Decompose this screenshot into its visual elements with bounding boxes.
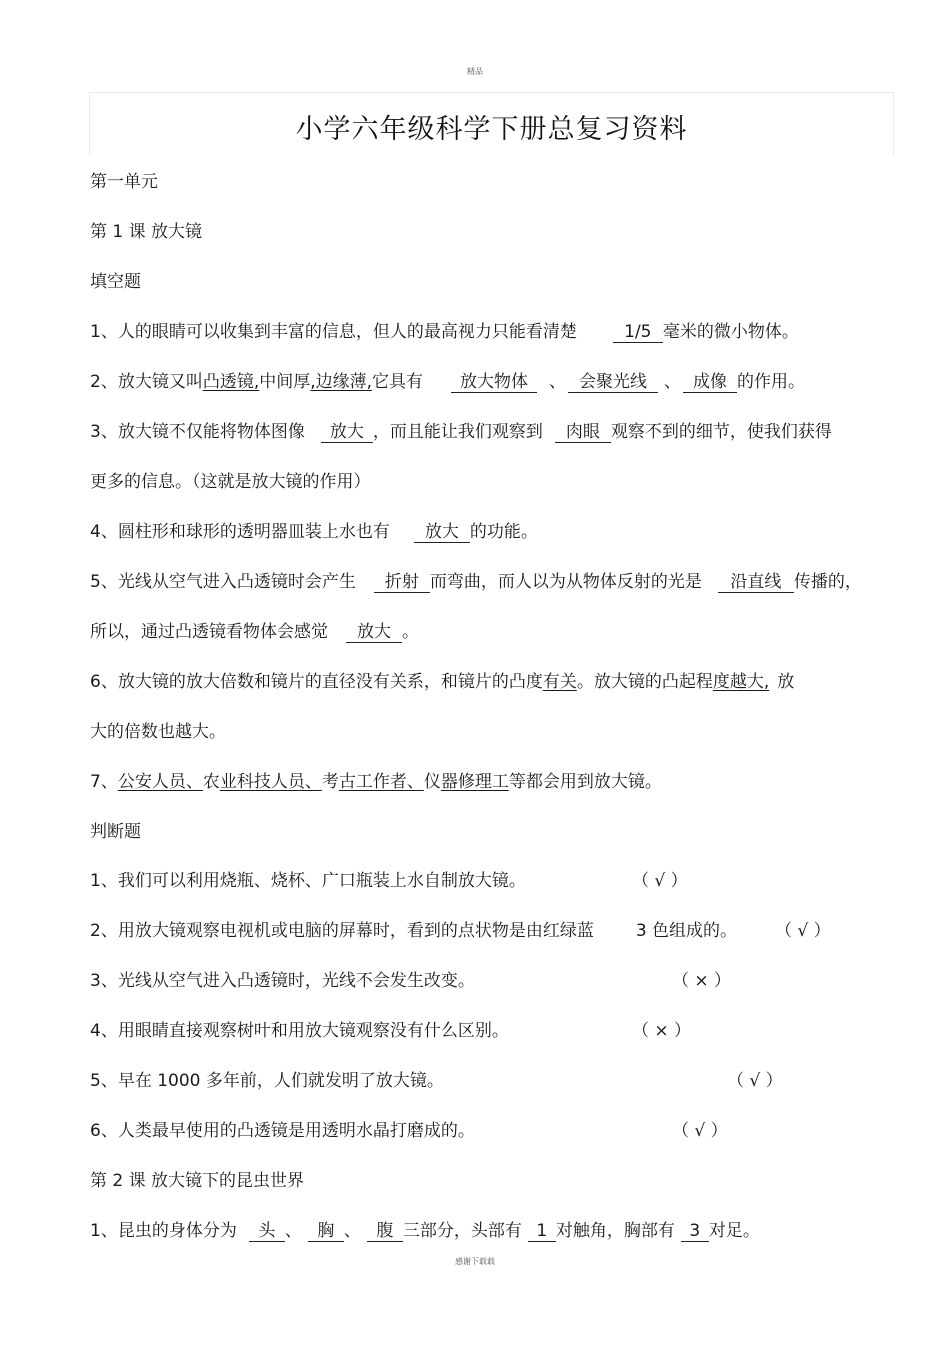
judge-question-3: 3、光线从空气进入凸透镜时，光线不会发生改变。 [90, 971, 475, 991]
text: 、 [664, 372, 682, 392]
underlined-text: 有关 [542, 672, 577, 692]
fill-question-4 [90, 521, 538, 543]
text: 1、昆虫的身体分为 [90, 1221, 237, 1241]
text: 仪 [423, 772, 441, 792]
text: 的作用。 [737, 372, 806, 392]
text: 它具有 [372, 372, 424, 392]
fill-question-5-cont [90, 621, 419, 643]
judge-answer: （ × ） [672, 971, 732, 991]
text: 6、放大镜的放大倍数和镜片的直径没有关系，和镜片的凸度 [90, 672, 543, 692]
answer-blank: 放大 [346, 622, 402, 643]
text: 考 [321, 772, 339, 792]
text: ，而且能让我们观察到 [372, 422, 543, 442]
text: 5、光线从空气进入凸透镜时会产生 [90, 572, 356, 592]
text: 对触角，胸部有 [555, 1221, 675, 1241]
text: 放 [777, 672, 795, 692]
page-footer: 感谢下载载 [455, 1257, 495, 1266]
text: 的功能。 [469, 522, 538, 542]
fill-question-3-cont: 更多的信息。（这就是放大镜的作用） [90, 472, 371, 492]
answer-blank: 腹 [367, 1221, 403, 1242]
judge-answer: （ × ） [632, 1021, 692, 1041]
text: 3、放大镜不仅能将物体图像 [90, 422, 305, 442]
text: 对足。 [708, 1221, 760, 1241]
text: 而弯曲，而人以为从物体反射的光是 [429, 572, 702, 592]
answer-blank: 胸 [308, 1221, 344, 1242]
section-heading-fill: 填空题 [90, 272, 141, 292]
underlined-text: 公安人员、 [117, 772, 203, 792]
answer-blank: 成像 [683, 372, 737, 393]
judge-question-6: 6、人类最早使用的凸透镜是用透明水晶打磨成的。 [90, 1121, 475, 1141]
text: 1、人的眼睛可以收集到丰富的信息，但人的最高视力只能看清楚 [90, 322, 577, 342]
answer-blank: 放大 [321, 422, 373, 443]
underlined-text: , [366, 372, 373, 392]
section-heading-judge: 判断题 [90, 822, 141, 842]
underlined-text: ,边缘薄 [310, 372, 367, 392]
judge-answer: （ √ ） [672, 1121, 728, 1141]
answer-blank: 放大物体 [451, 372, 537, 393]
underlined-text: 凸透镜, [202, 372, 260, 392]
judge-question-4: 4、用眼睛直接观察树叶和用放大镜观察没有什么区别。 [90, 1021, 509, 1041]
text: 观察不到的细节，使我们获得 [610, 422, 832, 442]
judge-answer: （ √ ） [727, 1071, 783, 1091]
answer-blank: 肉眼 [555, 422, 611, 443]
text: 3 色组成的。 [635, 921, 738, 941]
page-header: 精品 [467, 67, 483, 76]
answer-blank: 1 [528, 1221, 556, 1242]
text: 2、用放大镜观察电视机或电脑的屏幕时，看到的点状物是由红绿蓝 [90, 921, 594, 941]
answer-blank: 放大 [414, 522, 470, 543]
underlined-text: 度越大, [712, 672, 770, 692]
lesson2-question-1 [90, 1220, 760, 1242]
underlined-text: 业科技人员、 [219, 772, 322, 792]
lesson-heading: 第 2 课 放大镜下的昆虫世界 [90, 1171, 305, 1191]
answer-blank: 会聚光线 [568, 372, 658, 393]
text: 农 [202, 772, 220, 792]
text: 中间厚 [259, 372, 311, 392]
answer-blank: 头 [249, 1221, 285, 1242]
text: 7、 [90, 772, 118, 792]
title-box [89, 92, 894, 155]
underlined-text: 器修理工 [440, 772, 509, 792]
text: 2、放大镜又叫 [90, 372, 203, 392]
answer-blank: 1/5 [613, 322, 663, 343]
fill-question-1 [90, 321, 799, 343]
text: 所以，通过凸透镜看物体会感觉 [90, 622, 328, 642]
underlined-text: 古工作者、 [338, 772, 424, 792]
text: 、 [549, 372, 567, 392]
text: 4、圆柱形和球形的透明器皿装上水也有 [90, 522, 390, 542]
text: 等都会用到放大镜。 [508, 772, 662, 792]
judge-question-2 [90, 920, 737, 942]
fill-question-5 [90, 571, 862, 593]
fill-question-6-cont: 大的倍数也越大。 [90, 722, 226, 742]
text: 传播的， [793, 572, 862, 592]
page-title: 小学六年级科学下册总复习资料 [295, 114, 688, 145]
unit-heading: 第一单元 [90, 172, 158, 192]
judge-answer: （ √ ） [775, 921, 831, 941]
text: 毫米的微小物体。 [662, 322, 799, 342]
answer-blank: 3 [681, 1221, 709, 1242]
judge-answer: （ √ ） [632, 871, 688, 891]
fill-question-7 [90, 771, 662, 793]
answer-blank: 折射 [374, 572, 430, 593]
lesson-heading: 第 1 课 放大镜 [90, 222, 203, 242]
text: 、 [343, 1221, 361, 1241]
text: 。 [402, 622, 419, 642]
text: 三部分，头部有 [402, 1221, 522, 1241]
answer-blank: 沿直线 [718, 572, 794, 593]
fill-question-6 [90, 671, 794, 693]
text: 。放大镜的凸起程 [576, 672, 713, 692]
text: 、 [284, 1221, 302, 1241]
fill-question-3 [90, 421, 832, 443]
judge-question-1: 1、我们可以利用烧瓶、烧杯、广口瓶装上水自制放大镜。 [90, 871, 526, 891]
judge-question-5: 5、早在 1000 多年前，人们就发明了放大镜。 [90, 1071, 444, 1091]
fill-question-2 [90, 371, 805, 393]
